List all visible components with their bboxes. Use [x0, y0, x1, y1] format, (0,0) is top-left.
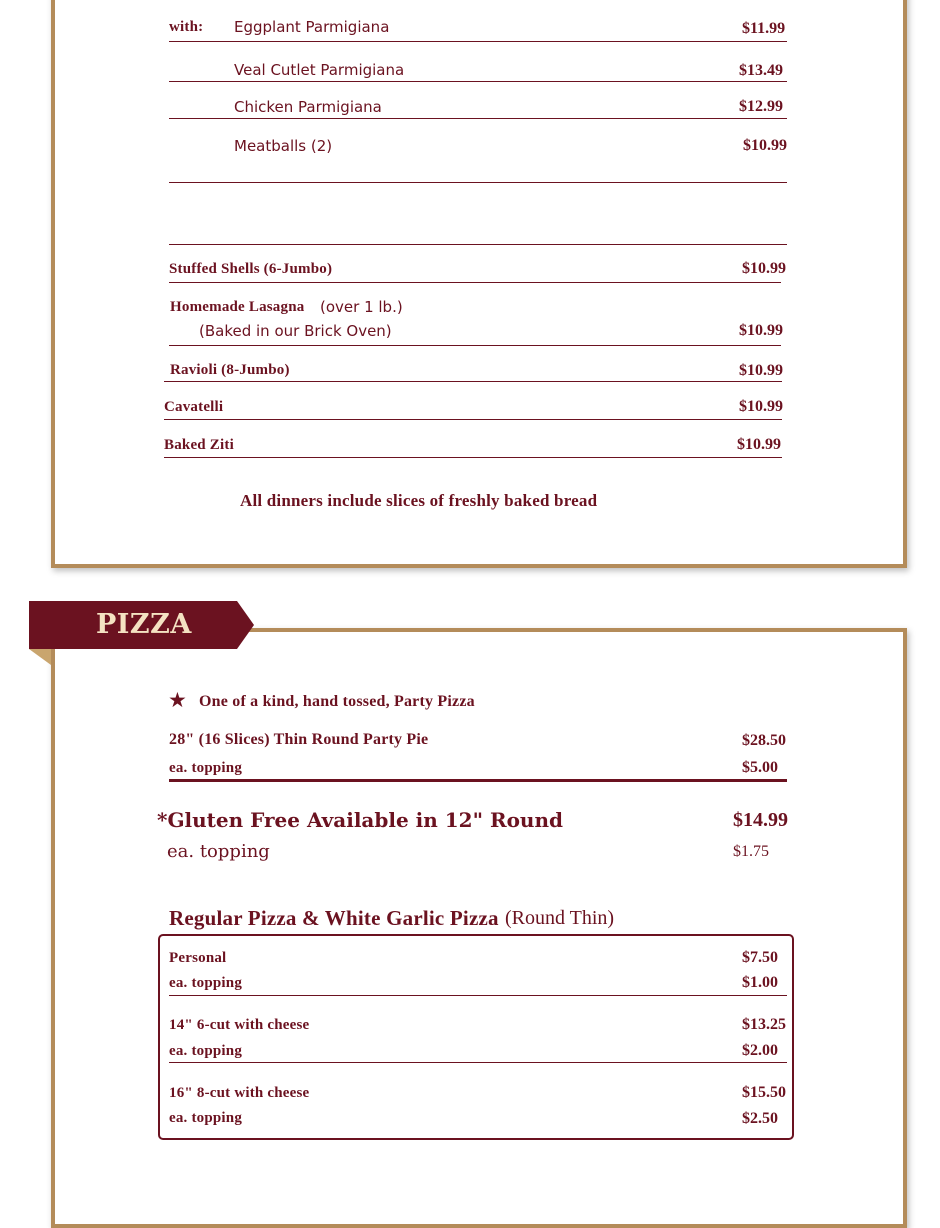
divider [169, 41, 787, 42]
divider [169, 81, 787, 82]
size-price: $15.50 [742, 1084, 786, 1101]
menu-item-name: Eggplant Parmigiana [234, 18, 390, 36]
menu-item-price: $10.99 [737, 436, 781, 453]
menu-item-price: $10.99 [743, 137, 787, 154]
size-price: $7.50 [742, 949, 778, 966]
section-title: PIZZA [96, 609, 192, 640]
gluten-free-item: *Gluten Free Available in 12" Round [157, 808, 563, 832]
topping-label: ea. topping [169, 760, 243, 776]
topping-price: $2.00 [742, 1042, 778, 1059]
star-icon: ★ [168, 688, 187, 712]
divider [164, 457, 782, 458]
menu-item-subnote: (Baked in our Brick Oven) [199, 322, 392, 340]
party-heading: One of a kind, hand tossed, Party Pizza [199, 693, 475, 710]
menu-item-name: Stuffed Shells (6-Jumbo) [169, 261, 333, 277]
with-label: with: [169, 19, 204, 35]
regular-heading-note: (Round Thin) [505, 907, 615, 929]
menu-item-price: $11.99 [742, 20, 786, 37]
menu-item-name: Homemade Lasagna [170, 299, 305, 315]
divider [164, 419, 782, 420]
menu-item-price: $10.99 [742, 260, 786, 277]
regular-heading: Regular Pizza & White Garlic Pizza [169, 906, 499, 930]
menu-item-price: $10.99 [739, 322, 783, 339]
divider [169, 995, 787, 996]
menu-item-name: Chicken Parmigiana [234, 98, 382, 116]
topping-price: $1.00 [742, 974, 778, 991]
menu-item-name: Meatballs (2) [234, 137, 333, 155]
topping-price: $2.50 [742, 1110, 778, 1127]
menu-item-note: (over 1 lb.) [320, 298, 403, 316]
size-name: Personal [169, 950, 227, 966]
menu-item-price: $10.99 [739, 398, 783, 415]
menu-item-price: $13.49 [739, 62, 783, 79]
dinners-panel [51, 0, 907, 568]
menu-item-name: Veal Cutlet Parmigiana [234, 61, 405, 79]
topping-price: $5.00 [742, 759, 778, 776]
party-item-price: $28.50 [742, 732, 786, 749]
divider [169, 118, 787, 119]
menu-item-price: $12.99 [739, 98, 783, 115]
size-price: $13.25 [742, 1016, 786, 1033]
divider [169, 345, 781, 346]
divider [169, 779, 787, 782]
divider [169, 282, 781, 283]
topping-label: ea. topping [167, 841, 270, 862]
divider [164, 381, 782, 382]
divider [169, 182, 787, 183]
menu-item-name: Cavatelli [164, 399, 224, 415]
party-item-name: 28" (16 Slices) Thin Round Party Pie [169, 731, 429, 748]
topping-label: ea. topping [169, 1110, 243, 1126]
divider [169, 244, 787, 245]
size-name: 14" 6-cut with cheese [169, 1017, 310, 1033]
divider [169, 1062, 787, 1063]
topping-label: ea. topping [169, 975, 243, 991]
menu-item-name: Baked Ziti [164, 437, 234, 453]
size-name: 16" 8-cut with cheese [169, 1085, 310, 1101]
footer-note: All dinners include slices of freshly baked bread [240, 491, 598, 510]
topping-label: ea. topping [169, 1043, 243, 1059]
gluten-free-price: $14.99 [733, 809, 788, 831]
regular-pizza-box [158, 934, 794, 1140]
topping-price: $1.75 [733, 843, 769, 860]
menu-item-price: $10.99 [739, 362, 783, 379]
menu-item-name: Ravioli (8-Jumbo) [170, 362, 290, 378]
